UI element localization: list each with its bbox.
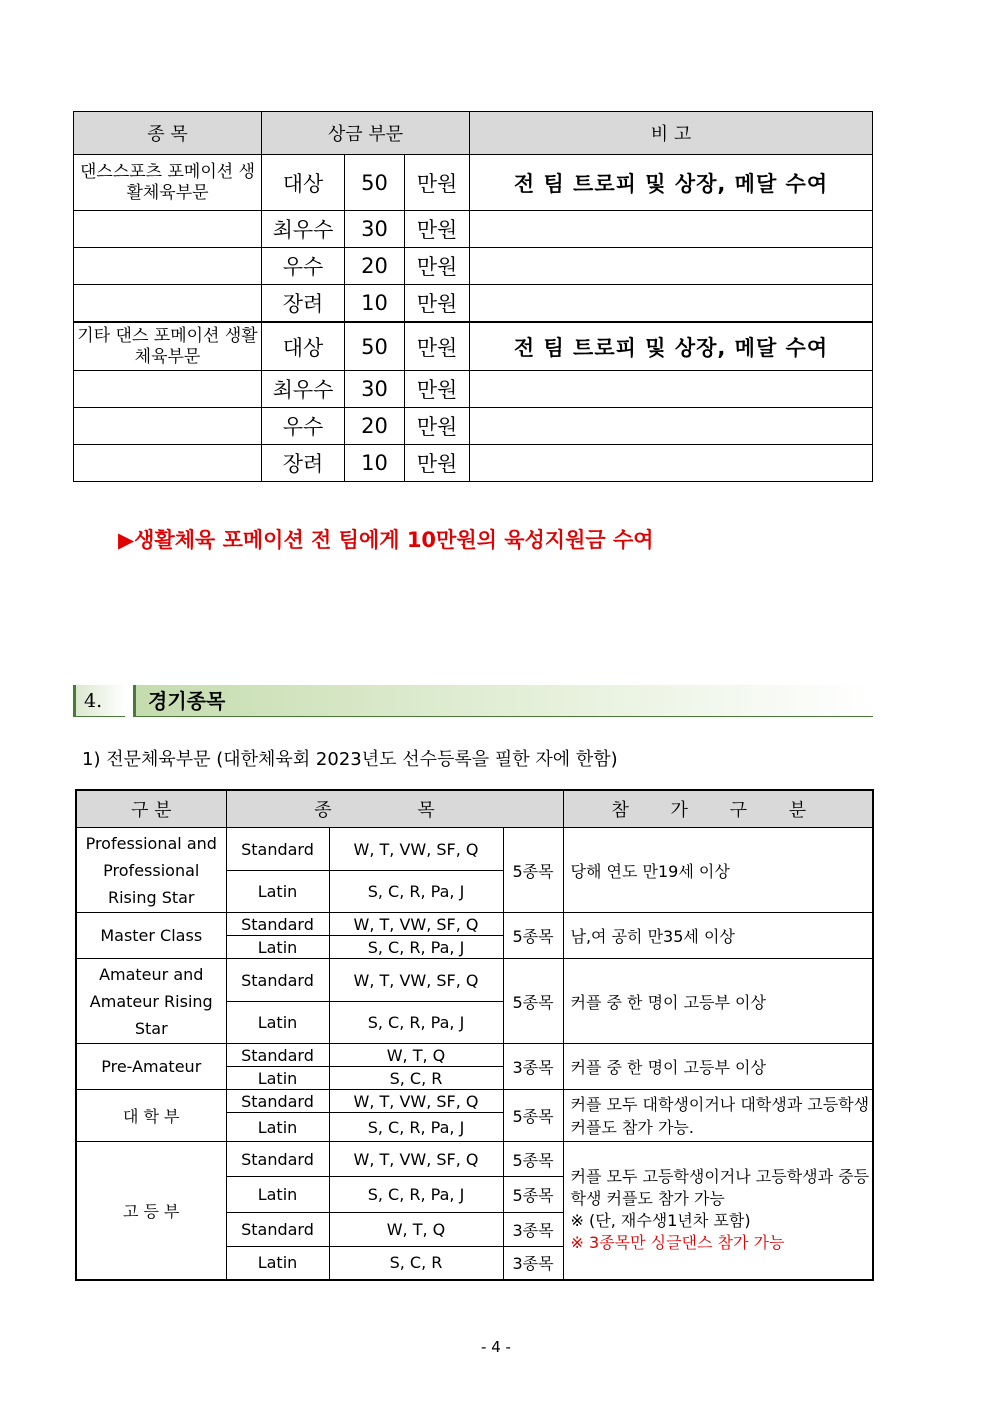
prize-unit: 만원 bbox=[405, 445, 470, 482]
prize-category-empty bbox=[74, 248, 262, 285]
event-table bbox=[75, 789, 874, 1281]
prize-category-empty bbox=[74, 371, 262, 408]
prize-amount: 50 bbox=[345, 155, 405, 211]
dance-list: S, C, R, Pa, J bbox=[329, 1177, 503, 1213]
prize-amount: 30 bbox=[345, 371, 405, 408]
prize-table bbox=[73, 111, 873, 482]
prize-category: 기타 댄스 포메이션 생활체육부문 bbox=[74, 322, 262, 371]
style-label: Latin bbox=[226, 1002, 329, 1044]
division-name: Amateur and Amateur Rising Star bbox=[76, 959, 226, 1044]
prize-amount: 20 bbox=[345, 408, 405, 445]
dance-count: 3종목 bbox=[503, 1044, 563, 1090]
style-label: Standard bbox=[226, 959, 329, 1002]
dance-list: W, T, VW, SF, Q bbox=[329, 913, 503, 936]
style-label: Standard bbox=[226, 1090, 329, 1113]
prize-note bbox=[470, 285, 873, 323]
style-label: Standard bbox=[226, 1213, 329, 1247]
section-title: 경기종목 bbox=[133, 685, 873, 717]
dance-count: 3종목 bbox=[503, 1213, 563, 1247]
prize-rank: 장려 bbox=[262, 445, 345, 482]
prize-unit: 만원 bbox=[405, 285, 470, 323]
dance-list: W, T, Q bbox=[329, 1213, 503, 1247]
style-label: Latin bbox=[226, 1067, 329, 1090]
eligibility: 커플 중 한 명이 고등부 이상 bbox=[563, 1044, 873, 1090]
style-label: Latin bbox=[226, 1247, 329, 1280]
prize-unit: 만원 bbox=[405, 155, 470, 211]
prize-unit: 만원 bbox=[405, 248, 470, 285]
dance-count: 5종목 bbox=[503, 1142, 563, 1177]
dance-list: W, T, VW, SF, Q bbox=[329, 1090, 503, 1113]
division-name: 고 등 부 bbox=[76, 1142, 226, 1280]
dance-count: 5종목 bbox=[503, 1177, 563, 1213]
prize-table-container bbox=[73, 111, 873, 482]
style-label: Latin bbox=[226, 1177, 329, 1213]
eligibility: 남,여 공히 만35세 이상 bbox=[563, 913, 873, 959]
prize-unit: 만원 bbox=[405, 408, 470, 445]
header-eligibility: 참 가 구 분 bbox=[563, 790, 873, 828]
support-note: ▶생활체육 포메이션 전 팀에게 10만원의 육성지원금 수여 bbox=[118, 528, 654, 552]
dance-list: S, C, R bbox=[329, 1067, 503, 1090]
event-table-container bbox=[75, 789, 874, 1281]
prize-amount: 20 bbox=[345, 248, 405, 285]
prize-note: 전 팀 트로피 및 상장, 메달 수여 bbox=[470, 155, 873, 211]
style-label: Standard bbox=[226, 828, 329, 871]
style-label: Latin bbox=[226, 871, 329, 913]
prize-category-empty bbox=[74, 285, 262, 323]
header-events: 종 목 bbox=[226, 790, 563, 828]
prize-category-empty bbox=[74, 445, 262, 482]
section-heading bbox=[73, 685, 873, 719]
prize-unit: 만원 bbox=[405, 211, 470, 248]
prize-rank: 대상 bbox=[262, 322, 345, 371]
dance-list: W, T, VW, SF, Q bbox=[329, 959, 503, 1002]
header-note: 비 고 bbox=[470, 112, 873, 155]
dance-list: S, C, R, Pa, J bbox=[329, 936, 503, 959]
prize-unit: 만원 bbox=[405, 371, 470, 408]
prize-rank: 장려 bbox=[262, 285, 345, 323]
subsection-title: 1) 전문체육부문 (대한체육회 2023년도 선수등록을 필한 자에 한함) bbox=[82, 749, 618, 770]
style-label: Latin bbox=[226, 1113, 329, 1142]
eligibility-line: ※ (단, 재수생1년차 포함) bbox=[570, 1211, 751, 1231]
dance-count: 5종목 bbox=[503, 1090, 563, 1142]
eligibility-high bbox=[563, 1142, 873, 1280]
prize-rank: 최우수 bbox=[262, 371, 345, 408]
style-label: Standard bbox=[226, 1044, 329, 1067]
division-name: 대 학 부 bbox=[76, 1090, 226, 1142]
dance-count: 5종목 bbox=[503, 828, 563, 913]
dance-count: 3종목 bbox=[503, 1247, 563, 1280]
style-label: Latin bbox=[226, 936, 329, 959]
section-number: 4. bbox=[73, 685, 125, 717]
prize-amount: 10 bbox=[345, 285, 405, 323]
prize-note: 전 팀 트로피 및 상장, 메달 수여 bbox=[470, 322, 873, 371]
dance-list: W, T, VW, SF, Q bbox=[329, 1142, 503, 1177]
division-name: Professional and Professional Rising Star bbox=[76, 828, 226, 913]
dance-list: W, T, Q bbox=[329, 1044, 503, 1067]
prize-amount: 50 bbox=[345, 322, 405, 371]
dance-count: 5종목 bbox=[503, 913, 563, 959]
prize-rank: 우수 bbox=[262, 408, 345, 445]
header-division: 구 분 bbox=[76, 790, 226, 828]
prize-note bbox=[470, 371, 873, 408]
eligibility: 당해 연도 만19세 이상 bbox=[563, 828, 873, 913]
dance-list: S, C, R, Pa, J bbox=[329, 1113, 503, 1142]
dance-count: 5종목 bbox=[503, 959, 563, 1044]
prize-rank: 우수 bbox=[262, 248, 345, 285]
prize-note bbox=[470, 248, 873, 285]
eligibility-line: 커플 모두 고등학생이거나 고등학생과 중등학생 커플도 참가 가능 bbox=[570, 1167, 870, 1209]
prize-note bbox=[470, 408, 873, 445]
prize-category: 댄스스포츠 포메이션 생활체육부문 bbox=[74, 155, 262, 211]
prize-rank: 최우수 bbox=[262, 211, 345, 248]
dance-list: W, T, VW, SF, Q bbox=[329, 828, 503, 871]
prize-amount: 10 bbox=[345, 445, 405, 482]
prize-note bbox=[470, 445, 873, 482]
style-label: Standard bbox=[226, 913, 329, 936]
prize-amount: 30 bbox=[345, 211, 405, 248]
eligibility-warning: ※ 3종목만 싱글댄스 참가 가능 bbox=[570, 1233, 785, 1253]
eligibility: 커플 모두 대학생이거나 대학생과 고등학생 커플도 참가 가능. bbox=[563, 1090, 873, 1142]
eligibility: 커플 중 한 명이 고등부 이상 bbox=[563, 959, 873, 1044]
prize-rank: 대상 bbox=[262, 155, 345, 211]
division-name: Master Class bbox=[76, 913, 226, 959]
prize-unit: 만원 bbox=[405, 322, 470, 371]
page-number: - 4 - bbox=[481, 1338, 511, 1356]
header-prize: 상금 부문 bbox=[262, 112, 470, 155]
division-name: Pre-Amateur bbox=[76, 1044, 226, 1090]
dance-list: S, C, R, Pa, J bbox=[329, 1002, 503, 1044]
header-event: 종 목 bbox=[74, 112, 262, 155]
dance-list: S, C, R bbox=[329, 1247, 503, 1280]
dance-list: S, C, R, Pa, J bbox=[329, 871, 503, 913]
style-label: Standard bbox=[226, 1142, 329, 1177]
prize-note bbox=[470, 211, 873, 248]
prize-category-empty bbox=[74, 211, 262, 248]
prize-category-empty bbox=[74, 408, 262, 445]
